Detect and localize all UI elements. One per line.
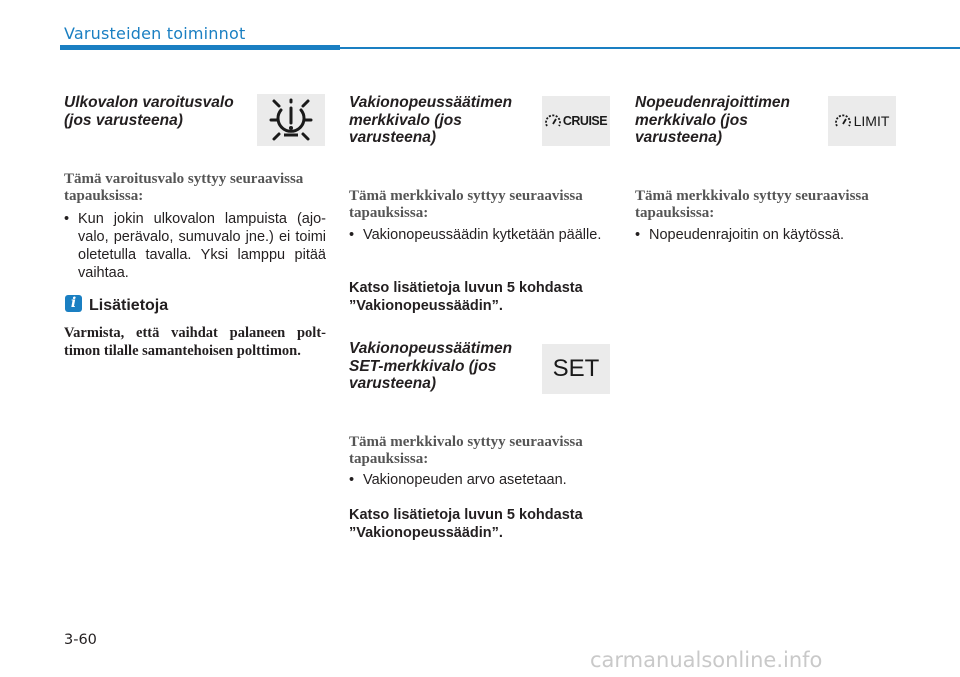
- reference-note: Katso lisätietoja luvun 5 kohdasta ”Vakionopeussäädin”.: [349, 507, 583, 541]
- section-title: Varusteiden toiminnot: [64, 24, 246, 43]
- cruise-set-indicator-icon: [542, 344, 610, 394]
- heading-cruise-indicator: Vakionopeussäätimen merkkivalo (jos varusteena): [349, 94, 513, 146]
- speed-limiter-indicator-icon: [828, 96, 896, 146]
- exterior-light-warning-glyph: [267, 98, 315, 142]
- list-item: [635, 226, 897, 244]
- list-item: [349, 226, 611, 244]
- cruise-icon-label: CRUISE: [562, 114, 608, 128]
- bullet-text: Kun jokin ulkovalon lampuista (ajo-valo, perävalo, sumuvalo jne.) ei toimi oletetulla tavalla. Yksi lamppu pitää vaihtaa.: [78, 211, 326, 281]
- condition-heading: Tämä merkkivalo syttyy seuraavissa tapauksissa:: [349, 434, 583, 467]
- info-title: Lisätietoja: [89, 297, 169, 314]
- page-number: 3-60: [64, 632, 97, 648]
- limit-icon-label: LIMIT: [853, 113, 890, 129]
- header-rule-thin: [340, 47, 960, 49]
- bullet-dot: •: [349, 227, 355, 243]
- info-text: Varmista, että vaihdat palaneen polt-timon tilalle samantehoisen polttimon.: [64, 325, 326, 359]
- bullet-text: Vakionopeussäädin kytketään päälle.: [363, 227, 602, 243]
- heading-exterior-light-warning: Ulkovalon varoitusvalo (jos varusteena): [64, 94, 234, 129]
- info-icon: i: [65, 295, 82, 312]
- bullet-dot: •: [64, 211, 70, 227]
- condition-heading: Tämä varoitusvalo syttyy seuraavissa tapauksissa:: [64, 171, 304, 204]
- bullet-dot: •: [349, 472, 355, 488]
- cruise-indicator-icon: [542, 96, 610, 146]
- set-icon-label: SET: [552, 355, 600, 382]
- heading-cruise-set-indicator: Vakionopeussäätimen SET-merkkivalo (jos varusteena): [349, 340, 513, 392]
- speedometer-icon: [835, 114, 851, 128]
- bullet-dot: •: [635, 227, 641, 243]
- heading-speed-limiter-indicator: Nopeudenrajoittimen merkkivalo (jos varusteena): [635, 94, 791, 146]
- header-rule-thick: [60, 45, 340, 50]
- condition-heading: Tämä merkkivalo syttyy seuraavissa tapauksissa:: [349, 188, 583, 221]
- exterior-light-warning-icon: [257, 94, 325, 146]
- list-item: [64, 210, 326, 282]
- bullet-text: Nopeudenrajoitin on käytössä.: [649, 227, 845, 243]
- list-item: [349, 471, 611, 489]
- speedometer-icon: [545, 114, 561, 128]
- bullet-text: Vakionopeuden arvo asetetaan.: [363, 472, 567, 488]
- watermark: carmanualsonline.info: [590, 648, 823, 672]
- condition-heading: Tämä merkkivalo syttyy seuraavissa tapauksissa:: [635, 188, 869, 221]
- reference-note: Katso lisätietoja luvun 5 kohdasta ”Vakionopeussäädin”.: [349, 280, 583, 314]
